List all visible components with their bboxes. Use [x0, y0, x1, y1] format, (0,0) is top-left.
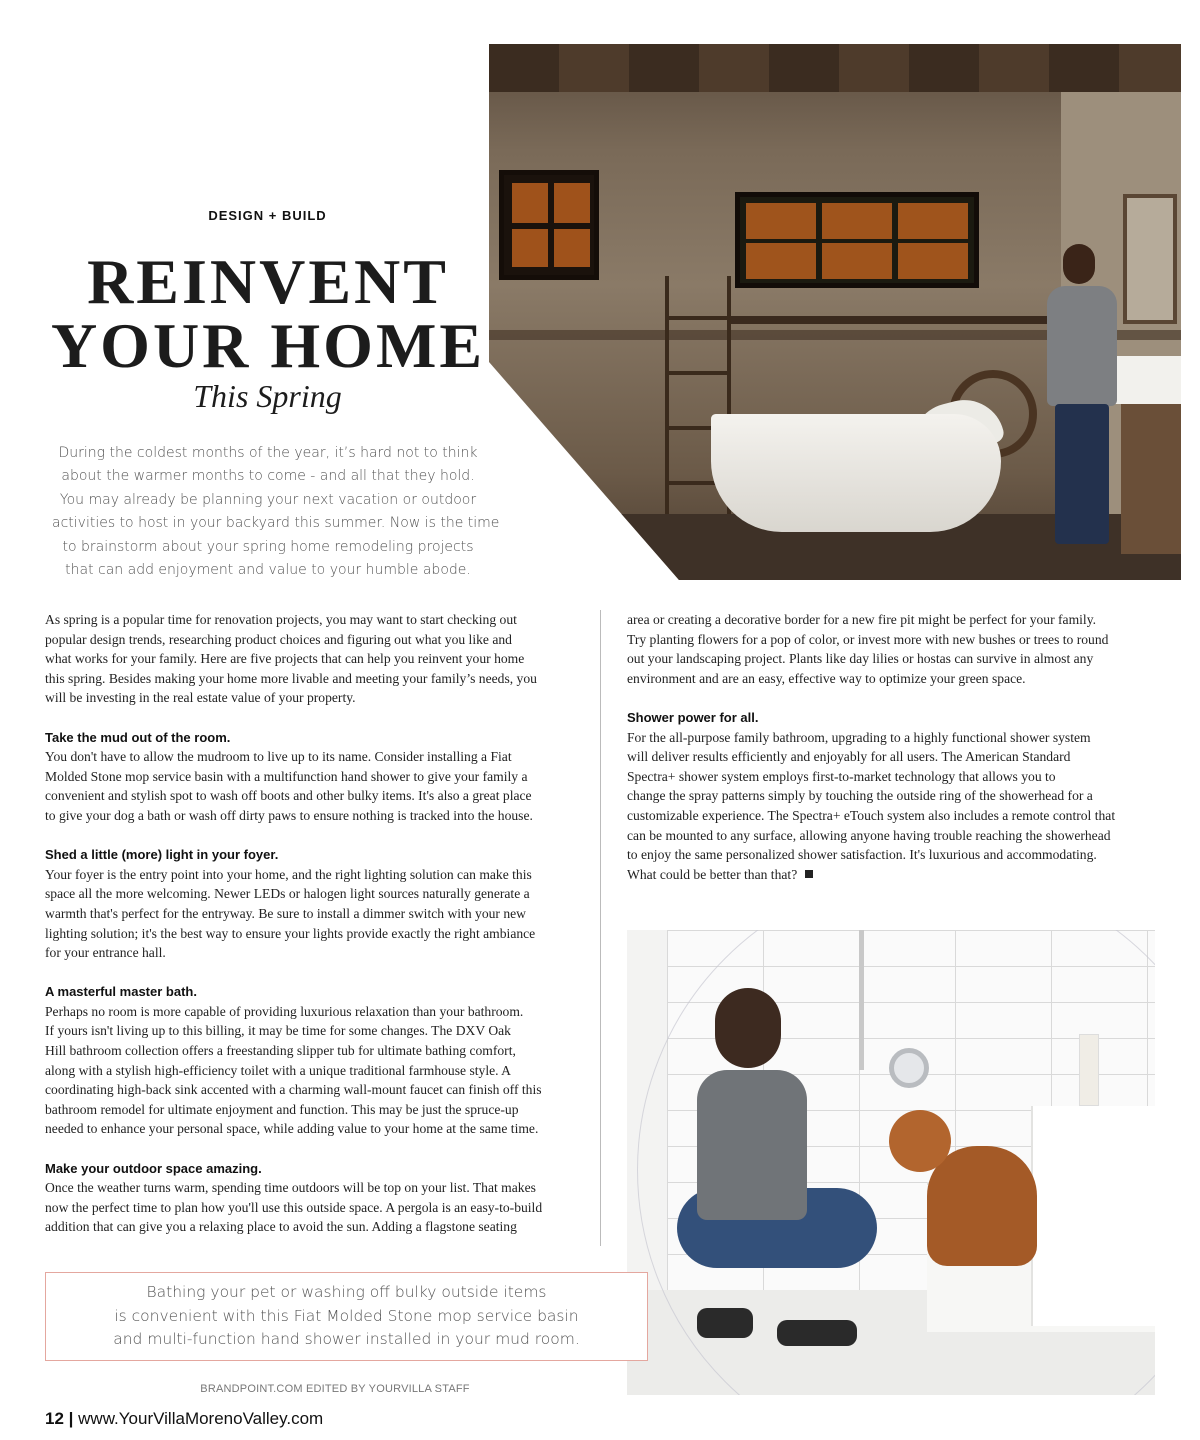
text-line: If yours isn't living up to this billing, it may be time for some changes. The DXV Oak: [45, 1023, 511, 1039]
ceiling-beams: [489, 44, 1181, 92]
text-line: coordinating high-back sink accented with a charming wall-mount faucet can finish off this: [45, 1082, 542, 1098]
photo-caption: [45, 1272, 648, 1361]
text-line: along with a stylish high-efficiency toilet with a unique traditional farmhouse style. A: [45, 1062, 511, 1078]
text-line: customizable experience. The Spectra+ eTouch system also includes a remote control that: [627, 807, 1116, 823]
intro-line: that can add enjoyment and value to your humble abode.: [65, 562, 471, 579]
footer-separator: |: [68, 1409, 74, 1428]
left-column: [45, 610, 590, 1237]
text-line: will deliver results efficiently and enjoyably for all users. The American Standard: [627, 749, 1071, 765]
text-line: bathroom remodel for ultimate enjoyment and function. This may be just the spruce-up: [45, 1101, 519, 1117]
text-line: can be mounted to any surface, allowing anyone having trouble reaching the showerhead: [627, 827, 1111, 843]
section-heading: A masterful master bath.: [45, 984, 197, 1000]
text-line-last: [627, 865, 1167, 885]
hero-bathroom-photo: [489, 44, 1181, 580]
text-line: needed to enhance your personal space, while adding value to your home at the same time.: [45, 1121, 539, 1137]
page-number: 12: [45, 1409, 64, 1428]
wide-window: [735, 192, 979, 288]
text-line: Spectra+ shower system employs first-to-market technology that allows you to: [627, 768, 1056, 784]
page-title: [40, 246, 496, 381]
text-line: warmth that's perfect for the entryway. Be sure to install a dimmer switch with your new: [45, 905, 526, 921]
article-credit: BRANDPOINT.COM EDITED BY YOURVILLA STAFF: [200, 1383, 470, 1395]
small-window: [499, 170, 599, 280]
text-line: this spring. Besides making your home more livable and meeting your family’s needs, you: [45, 670, 537, 686]
mirror: [1123, 194, 1177, 324]
section-paragraph: [45, 865, 590, 963]
text-line: to enjoy the same personalized shower satisfaction. It's luxurious and accommodating.: [627, 847, 1097, 863]
text-line: Once the weather turns warm, spending time outdoors will be top on your list. That makes: [45, 1180, 536, 1196]
decorative-arc: [637, 930, 1155, 1395]
intro-paragraph: [52, 442, 500, 582]
text-line: will be investing in the real estate value of your property.: [45, 690, 356, 706]
text-line: what works for your family. Here are five projects that can help you reinvent your home: [45, 651, 525, 667]
caption-line: is convenient with this Fiat Molded Stone mop service basin: [114, 1306, 579, 1325]
end-mark-icon: [805, 870, 813, 878]
caption-line: and multi-function hand shower installed in your mud room.: [113, 1330, 580, 1348]
intro-line: about the warmer months to come - and all that they hold.: [61, 468, 475, 485]
text-line: environment and are an easy, effective way to optimize your green space.: [627, 670, 1026, 686]
text-line: area or creating a decorative border for a new fire pit might be perfect for your family.: [627, 612, 1097, 627]
text-line: out your landscaping project. Plants like day lilies or hostas can survive in almost any: [627, 651, 1094, 667]
section-heading: Shed a little (more) light in your foyer.: [45, 847, 279, 863]
page-subtitle: This Spring: [193, 378, 342, 414]
text-line: addition that can give you a relaxing place to avoid the sun. Adding a flagstone seating: [45, 1219, 517, 1235]
text-line: change the spray patterns simply by touching the outside ring of the showerhead for a: [627, 788, 1093, 804]
right-column: [627, 610, 1167, 884]
column-divider: [600, 610, 601, 1246]
text-line: lighting solution; it's the best way to ensure your lights provide exactly the right ambiance: [45, 925, 536, 941]
caption-line: Bathing your pet or washing off bulky outside items: [146, 1283, 547, 1301]
man-figure: [1041, 244, 1121, 544]
title-line: YOUR HOME: [50, 310, 486, 381]
text-line: Your foyer is the entry point into your home, and the right lighting solution can make this: [45, 866, 532, 882]
page-footer: [45, 1409, 323, 1429]
text-line: You don't have to allow the mudroom to live up to its name. Consider installing a Fiat: [45, 749, 512, 765]
section-paragraph: [45, 1178, 590, 1237]
text-line: What could be better than that?: [627, 866, 798, 882]
text-line: Hill bathroom collection offers a freestanding slipper tub for ultimate bathing comfort,: [45, 1043, 516, 1059]
text-line: for your entrance hall.: [45, 945, 166, 961]
continued-paragraph: [627, 610, 1167, 688]
wall-shelf: [729, 316, 1069, 324]
text-line: Molded Stone mop service basin with a multifunction hand shower to give your family a: [45, 768, 528, 784]
section-heading: Shower power for all.: [627, 709, 759, 725]
text-line: convenient and stylish spot to wash off boots and other bulky items. It's also a great place: [45, 788, 532, 804]
section-paragraph: [627, 728, 1167, 885]
text-line: As spring is a popular time for renovation projects, you may want to start checking out: [45, 612, 517, 627]
section-heading: Make your outdoor space amazing.: [45, 1160, 262, 1176]
section-kicker: DESIGN + BUILD: [208, 208, 327, 223]
dog-bath-photo: [627, 930, 1155, 1395]
section-heading: Take the mud out of the room.: [45, 729, 231, 745]
text-line: popular design trends, researching product choices and figuring out what you like and: [45, 631, 512, 647]
section-paragraph: [45, 1002, 590, 1139]
opening-paragraph: [45, 610, 590, 708]
intro-line: activities to host in your backyard this summer. Now is the time: [52, 515, 500, 532]
intro-line: During the coldest months of the year, it’s hard not to think: [58, 445, 478, 461]
section-paragraph: [45, 747, 590, 825]
title-line: REINVENT: [87, 246, 449, 317]
text-line: Try planting flowers for a pop of color, or invest more with new bushes or trees to round: [627, 631, 1109, 647]
slipper-tub: [711, 414, 1001, 532]
text-line: now the perfect time to plan how you'll use this outside space. A pergola is an easy-to-build: [45, 1199, 543, 1215]
text-line: to give your dog a bath or wash off dirty paws to ensure nothing is tracked into the house.: [45, 807, 533, 823]
intro-line: to brainstorm about your spring home remodeling projects: [62, 538, 474, 555]
footer-site-link[interactable]: www.YourVillaMorenoValley.com: [78, 1409, 324, 1428]
text-line: For the all-purpose family bathroom, upgrading to a highly functional shower system: [627, 729, 1091, 745]
vanity-cabinet: [1121, 404, 1181, 554]
text-line: space all the more welcoming. Newer LEDs or halogen light sources naturally generate a: [45, 886, 530, 902]
text-line: Perhaps no room is more capable of providing luxurious relaxation than your bathroom.: [45, 1003, 524, 1019]
intro-line: You may already be planning your next vacation or outdoor: [59, 491, 477, 508]
